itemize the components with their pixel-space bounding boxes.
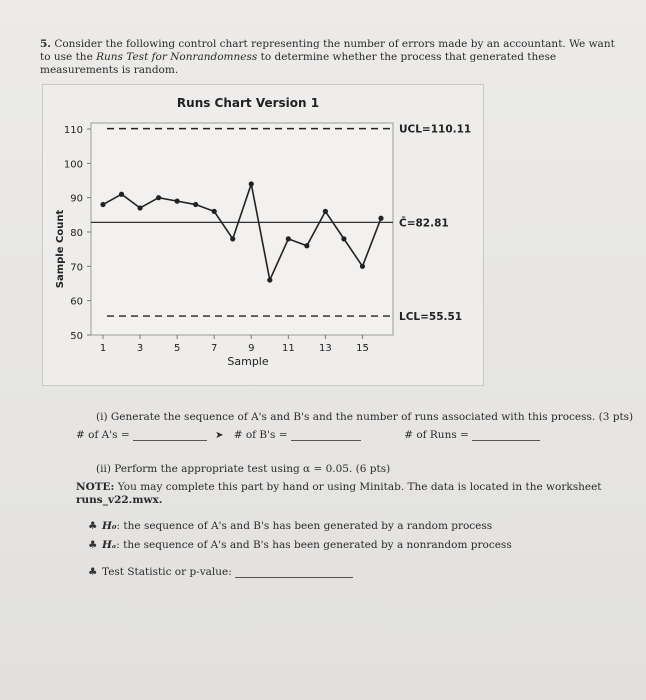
ha-text: : the sequence of A's and B's has been generated by a nonrandom process: [116, 539, 512, 551]
x-tick-label: 7: [211, 343, 218, 354]
data-point: [230, 236, 235, 241]
alternative-hypothesis: [88, 539, 628, 551]
data-point: [378, 216, 383, 221]
part-i-text: (i) Generate the sequence of A's and B's and the number of runs associated with this process.: [96, 411, 596, 423]
runs-chart: [42, 84, 484, 386]
data-point: [175, 199, 180, 204]
plot-area: [91, 123, 393, 335]
y-tick-label: 70: [70, 262, 83, 274]
data-point: [360, 264, 365, 269]
problem-text-end: to determine whether the process that generated these measurements is random.: [40, 51, 557, 76]
test-stat-label: Test Statistic or p-value:: [102, 566, 232, 578]
problem-number: 5.: [40, 38, 51, 50]
runs-chart-svg: [43, 85, 483, 385]
x-tick-label: 9: [248, 343, 255, 354]
test-statistic-row: [88, 566, 628, 578]
lcl-label: LCL=55.51: [399, 311, 463, 324]
b-count-label: # of B's =: [233, 429, 288, 441]
data-point: [304, 243, 309, 248]
part-ii-heading: [96, 463, 636, 475]
data-point: [100, 202, 105, 207]
y-tick-label: 110: [63, 125, 83, 136]
ha-label: Hₐ: [102, 539, 117, 551]
test-name: Runs Test for Nonrandomness: [96, 51, 258, 63]
data-point: [193, 202, 198, 207]
data-point: [249, 181, 254, 186]
test-stat-blank[interactable]: [235, 577, 353, 578]
x-tick-label: 11: [281, 343, 295, 354]
problem-text: Consider the following control chart representing the number of errors made by an accountant. We want to use the: [40, 38, 615, 63]
part-ii-note: [76, 481, 636, 507]
club-bullet-icon: ♣: [88, 539, 98, 551]
x-tick-label: 15: [356, 343, 369, 354]
x-tick-label: 5: [173, 343, 181, 354]
club-bullet-icon: ♣: [88, 566, 98, 578]
part-ii-text: (ii) Perform the appropriate test using α = 0.05.: [96, 463, 353, 475]
ucl-label: UCL=110.11: [399, 123, 472, 136]
note-label: NOTE:: [76, 481, 115, 493]
data-point: [267, 277, 272, 282]
y-tick-label: 80: [70, 228, 83, 239]
x-tick-label: 13: [319, 343, 332, 354]
x-axis-label: Sample: [227, 355, 269, 368]
y-tick-label: 100: [63, 159, 83, 171]
club-bullet-icon: ♣: [88, 520, 98, 532]
part-i-points: (3 pts): [598, 411, 634, 423]
y-tick-label: 90: [70, 193, 83, 205]
data-point: [212, 209, 217, 214]
part-ii-points: (6 pts): [355, 463, 391, 475]
part-i-answers: [76, 429, 636, 441]
x-tick-label: 3: [136, 343, 144, 354]
x-tick-label: 1: [99, 343, 107, 354]
b-count-blank[interactable]: [291, 440, 361, 441]
data-point: [341, 236, 346, 241]
h0-label: H₀: [102, 520, 117, 532]
part-i-heading: [96, 411, 636, 423]
note-text: You may complete this part by hand or using Minitab. The data is located in the worksheet: [117, 481, 602, 493]
chart-title: Runs Chart Version 1: [176, 96, 320, 110]
null-hypothesis: [88, 520, 628, 532]
y-tick-label: 50: [70, 331, 83, 342]
data-point: [286, 236, 291, 241]
h0-text: : the sequence of A's and B's has been generated by a random process: [116, 520, 493, 532]
data-point: [323, 209, 328, 214]
problem-statement: [40, 38, 620, 77]
data-point: [137, 205, 142, 210]
a-count-blank[interactable]: [133, 440, 207, 441]
data-point: [119, 192, 124, 197]
center-label: C̄=82.81: [399, 217, 449, 230]
data-point: [156, 195, 161, 200]
runs-count-label: # of Runs =: [404, 429, 469, 441]
runs-count-blank[interactable]: [472, 440, 540, 441]
note-file: runs_v22.mwx.: [76, 494, 163, 506]
y-tick-label: 60: [70, 296, 83, 308]
y-axis-label: Sample Count: [55, 209, 66, 289]
cursor-arrow-icon: ➤: [215, 430, 224, 441]
a-count-label: # of A's =: [76, 429, 130, 441]
